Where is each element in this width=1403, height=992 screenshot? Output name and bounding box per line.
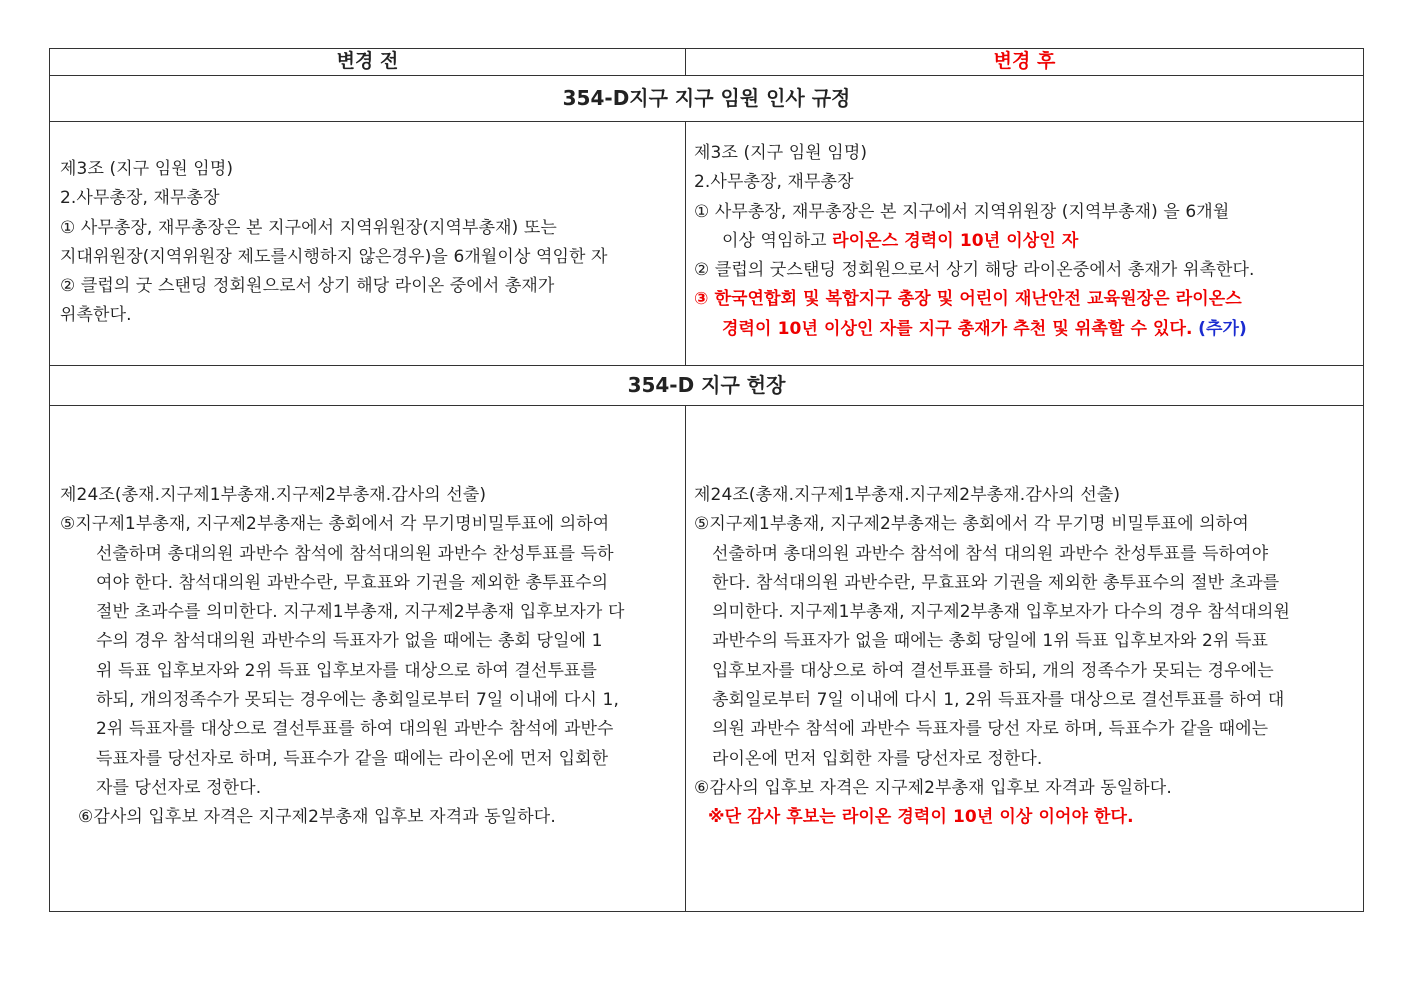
s2-before-line: 위 득표 입후보자와 2위 득표 입후보자를 대상으로 하여 결선투표를 [96, 660, 598, 681]
s2-before-line: 선출하며 총대의원 과반수 참석에 참석대의원 과반수 찬성투표를 득하 [96, 543, 614, 564]
s2-before-line: 2위 득표자를 대상으로 결선투표를 하여 대의원 과반수 참석에 과반수 [96, 719, 614, 740]
s2-before-line: 절반 초과수를 의미한다. 지구제1부총재, 지구제2부총재 입후보자가 다 [96, 602, 625, 623]
s1-after-line: 제3조 (지구 임원 임명) [694, 143, 868, 163]
s1-after-line-7 [694, 315, 1363, 344]
s2-after-line: 선출하며 총대의원 과반수 참석에 참석 대의원 과반수 찬성투표를 득하여야 [712, 543, 1269, 564]
s1-after-line: 2.사무총장, 재무총장 [694, 172, 854, 193]
s2-after-line: 의원 과반수 참석에 과반수 득표자를 당선 자로 하며, 득표수가 같을 때에는 [712, 719, 1269, 740]
s2-after-line: 과반수의 득표자가 없을 때에는 총회 당일에 1위 득표 입후보자와 2위 득표 [712, 631, 1269, 652]
section1-title-row [50, 76, 1363, 122]
section2-after-cell [686, 406, 1363, 911]
s2-before-line: ⑤지구제1부총재, 지구제2부총재는 총회에서 각 무기명비밀투표에 의하여 [60, 514, 610, 535]
section1-after-cell [686, 122, 1363, 365]
s1-before-line: 지대위원장(지역위원장 제도를시행하지 않은경우)을 6개월이상 역임한 자 [60, 246, 608, 267]
s2-after-line: ⑤지구제1부총재, 지구제2부총재는 총회에서 각 무기명 비밀투표에 의하여 [694, 514, 1249, 535]
section2-title-row [50, 366, 1363, 406]
s1-after-added-clause: ③ 한국연합회 및 복합지구 총장 및 어린이 재난안전 교육원장은 라이온스 [694, 289, 1242, 310]
header-after: 변경 후 [993, 50, 1056, 72]
section1-before-cell [50, 122, 686, 365]
s2-after-line: 입후보자를 대상으로 하여 결선투표를 하되, 개의 정족수가 못되는 경우에는 [712, 660, 1274, 681]
s1-after-line-4 [694, 227, 1363, 256]
section1-title: 354-D지구 지구 임원 인사 규정 [562, 86, 851, 110]
header-before: 변경 전 [50, 49, 686, 75]
s1-before-line: 2.사무총장, 재무총장 [60, 188, 220, 209]
s1-before-line: ② 클럽의 굿 스탠딩 정회원으로서 상기 해당 라이온 중에서 총재가 [60, 276, 555, 297]
section2-body-row [50, 406, 1363, 911]
s2-before-line: 수의 경우 참석대의원 과반수의 득표자가 없을 때에는 총회 당일에 1 [96, 631, 603, 652]
s2-before-line: 득표자를 당선자로 하며, 득표수가 같을 때에는 라이온에 먼저 입회한 [96, 748, 609, 769]
s2-after-line: 한다. 참석대의원 과반수란, 무효표와 기권을 제외한 총투표수의 절반 초과를 [712, 572, 1280, 593]
s2-before-line: ⑥감사의 입후보 자격은 지구제2부총재 입후보 자격과 동일하다. [78, 807, 556, 828]
s2-after-line: 총회일로부터 7일 이내에 다시 1, 2위 득표자를 대상으로 결선투표를 하여 대 [712, 690, 1285, 711]
s1-before-line: 위촉한다. [60, 305, 132, 326]
s1-before-line: 제3조 (지구 임원 임명) [60, 159, 234, 179]
s2-after-line: 라이온에 먼저 입회한 자를 당선자로 정한다. [712, 748, 1043, 769]
s2-after-line: ⑥감사의 입후보 자격은 지구제2부총재 입후보 자격과 동일하다. [694, 777, 1172, 798]
s2-before-line: 여야 한다. 참석대의원 과반수란, 무효표와 기권을 제외한 총투표수의 [96, 572, 609, 593]
s1-after-line: ① 사무총장, 재무총장은 본 지구에서 지역위원장 (지역부총재) 을 6개월 [694, 201, 1230, 222]
section1-body-row [50, 122, 1363, 366]
section2-before-cell [50, 406, 686, 911]
s2-after-heading: 제24조(총재.지구제1부총재.지구제2부총재.감사의 선출) [694, 485, 1121, 505]
comparison-table [49, 48, 1364, 912]
s1-after-line7-highlight: 경력이 10년 이상인 자를 지구 총재가 추천 및 위촉할 수 있다. [722, 318, 1193, 339]
s2-before-line: 하되, 개의정족수가 못되는 경우에는 총회일로부터 7일 이내에 다시 1, [96, 690, 619, 711]
header-row [50, 49, 1363, 76]
section2-title: 354-D 지구 헌장 [627, 373, 786, 397]
s1-before-line: ① 사무총장, 재무총장은 본 지구에서 지역위원장(지역부총재) 또는 [60, 217, 557, 238]
s2-after-line: 의미한다. 지구제1부총재, 지구제2부총재 입후보자가 다수의 경우 참석대의원 [712, 602, 1291, 623]
s1-after-line: ② 클럽의 굿스탠딩 정회원으로서 상기 해당 라이온중에서 총재가 위촉한다. [694, 260, 1255, 281]
s2-after-added-note: ※단 감사 후보는 라이온 경력이 10년 이상 이어야 한다. [708, 807, 1134, 828]
s1-after-line4-text: 이상 역임하고 [722, 230, 833, 251]
s1-after-line4-highlight: 라이온스 경력이 10년 이상인 자 [832, 230, 1079, 251]
s2-before-heading: 제24조(총재.지구제1부총재.지구제2부총재.감사의 선출) [60, 485, 487, 505]
s2-before-line: 자를 당선자로 정한다. [96, 777, 262, 798]
added-note-badge: (추가) [1198, 318, 1247, 339]
